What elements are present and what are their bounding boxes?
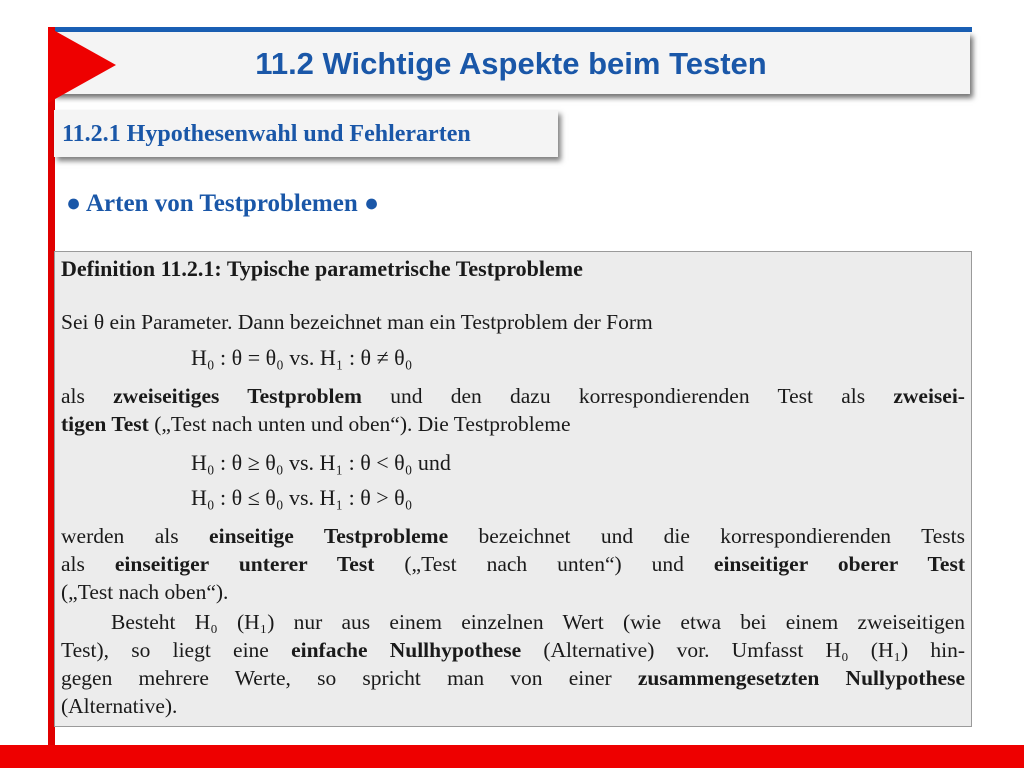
definition-line-5: („Test nach oben“).: [61, 580, 229, 604]
subsection-box: [54, 110, 558, 157]
bullet-heading: ● Arten von Testproblemen ●: [66, 190, 380, 217]
slide-title: 11.2 Wichtige Aspekte beim Testen: [255, 46, 767, 81]
subsection-title: 11.2.1 Hypothesenwahl und Fehlerarten: [62, 121, 471, 147]
definition-line-6: Besteht H₀ (H₁) nur aus einem einzelnen Wert (wie etwa bei einem zweiseitigen: [111, 610, 965, 634]
definition-line-3: werden als einseitige Testprobleme bezeichnet und die korrespondierenden Tests: [61, 524, 965, 548]
definition-line-8: gegen mehrere Werte, so spricht man von einer zusammengesetzten Nullypothese: [61, 666, 965, 690]
definition-title: Definition 11.2.1: Typische parametrische Testprobleme: [61, 256, 583, 281]
definition-box: [54, 251, 972, 727]
formula-one-sided-lower: H₀ : θ ≥ θ₀ vs. H₁ : θ < θ₀ und: [191, 450, 451, 475]
definition-intro: Sei θ ein Parameter. Dann bezeichnet man ein Testproblem der Form: [61, 310, 653, 334]
bottom-bar: [0, 745, 1024, 768]
definition-line-7: Test), so liegt eine einfache Nullhypothese (Alternative) vor. Umfasst H₀ (H₁) hin-: [61, 638, 965, 662]
definition-line-1: als zweiseitiges Testproblem und den dazu korrespondierenden Test als zweisei-: [61, 384, 965, 408]
formula-two-sided: H₀ : θ = θ₀ vs. H₁ : θ ≠ θ₀: [191, 345, 413, 370]
definition-line-4: als einseitiger unterer Test („Test nach unten“) und einseitiger oberer Test: [61, 552, 965, 576]
definition-line-9: (Alternative).: [61, 694, 178, 718]
definition-line-2: tigen Test („Test nach unten und oben“). Die Testprobleme: [61, 412, 571, 436]
flag-icon: [48, 27, 116, 103]
formula-one-sided-upper: H₀ : θ ≤ θ₀ vs. H₁ : θ > θ₀: [191, 485, 413, 510]
